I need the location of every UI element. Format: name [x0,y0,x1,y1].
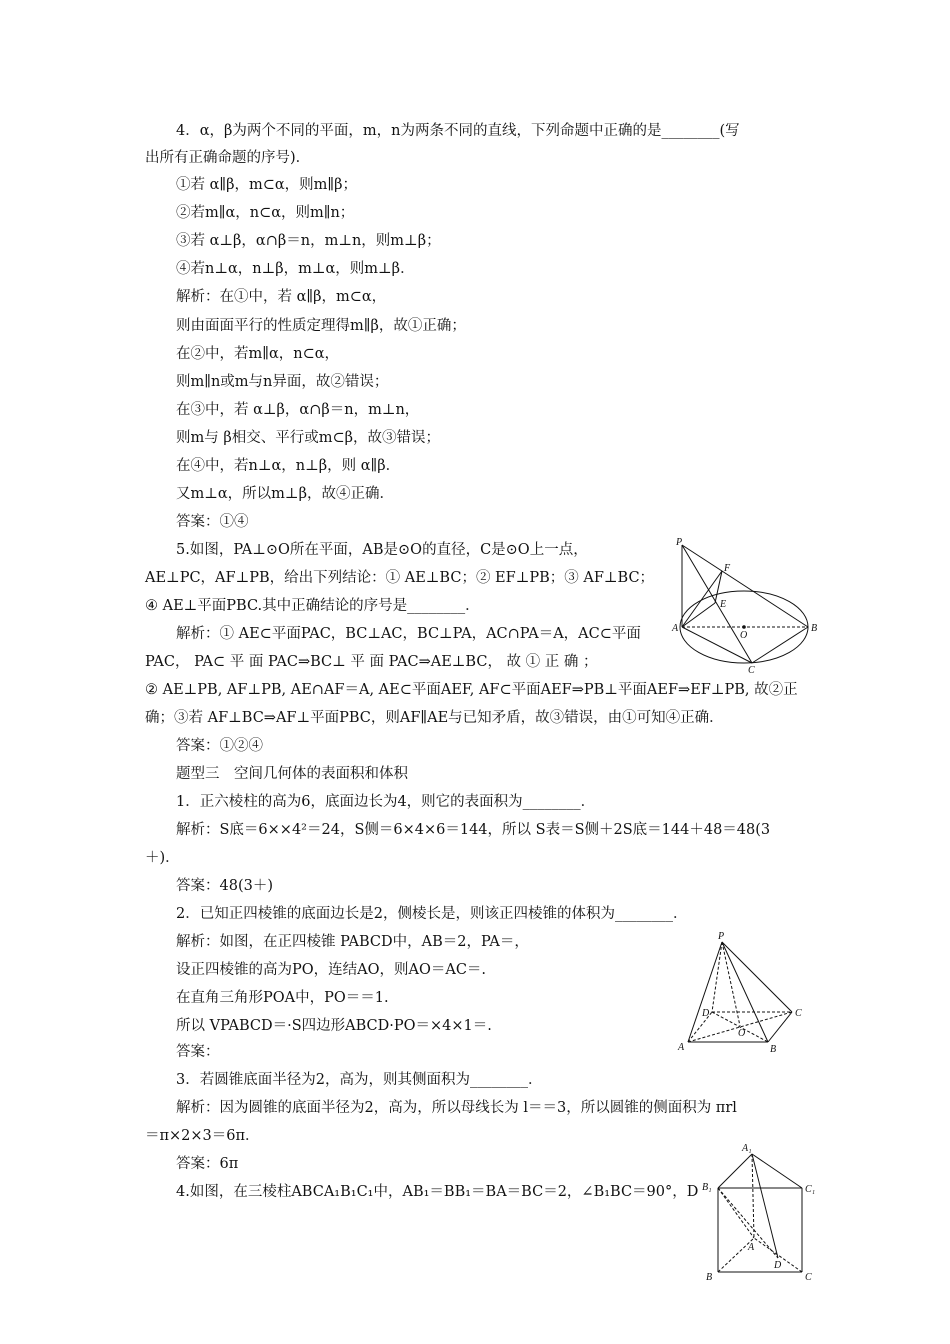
label-d: D [774,1260,782,1271]
analysis-line: 则m∥n或m与n异面，故②错误； [176,374,389,390]
figure-triangular-prism [700,1140,828,1288]
analysis-line: 在③中，若 α⊥β，α∩β＝n，m⊥n， [176,402,420,418]
answer-line: 答案：48(3＋) [176,878,273,894]
analysis-line: ＋)． [145,850,180,866]
label-c: C [748,665,755,675]
question-5-stem: 5.如图，PA⊥⊙O所在平面，AB是⊙O的直径，C是⊙O上一点， [176,542,588,558]
analysis-line: 所以 VPABCD＝·S四边形ABCD·PO＝×4×1＝. [176,1018,492,1034]
question-3-stem: 3．若圆锥底面半径为2，高为，则其侧面积为________． [176,1072,543,1088]
analysis-line: 在②中，若m∥α，n⊂α， [176,346,340,362]
question-4-stem: 4．α，β为两个不同的平面，m，n为两条不同的直线，下列命题中正确的是________(写 [176,123,740,139]
label-p: P [718,931,725,942]
analysis-line: 则m与 β相交、平行或m⊂β，故③错误； [176,430,441,446]
analysis-line: 则由面面平行的性质定理得m∥β，故①正确； [176,318,466,334]
answer-line: 答案： [176,1044,220,1060]
analysis-line: 确；③若 AF⊥BC⇒AF⊥平面PBC，则AF∥AE与已知矛盾，故③错误，由①可知④正确． [145,710,724,726]
answer-line: 答案：①②④ [176,738,263,754]
question-1-stem: 1．正六棱柱的高为6，底面边长为4，则它的表面积为________． [176,794,596,810]
label-b: B [706,1272,713,1283]
label-c1: C₁ [805,1184,816,1195]
label-b: B [811,623,818,634]
label-e: E [720,599,727,610]
analysis-line: 在④中，若n⊥α，n⊥β，则 α∥β． [176,458,401,474]
label-c: C [795,1008,802,1019]
label-o: O [740,630,748,641]
answer-line: 答案：6π [176,1156,239,1172]
label-d: D [702,1008,710,1019]
analysis-line: ② AE⊥PB, AF⊥PB, AE∩AF＝A, AE⊂平面AEF, AF⊂平面AEF⇒PB⊥平面AEF⇒EF⊥PB, 故②正 [145,682,798,698]
analysis-line: 解析：在①中，若 α∥β，m⊂α， [176,289,387,305]
question-2-stem: 2．已知正四棱锥的底面边长是2，侧棱长是，则该正四棱锥的体积为________． [176,906,688,922]
label-c: C [805,1272,812,1283]
analysis-line: 在直角三角形POA中，PO＝＝1. [176,990,389,1006]
question-4-stem-cont: 出所有正确命题的序号)． [145,150,311,166]
analysis-line: 解析：① AE⊂平面PAC，BC⊥AC，BC⊥PA，AC∩PA＝A，AC⊂平面 [176,626,641,642]
analysis-line: 解析：如图，在正四棱锥 PABCD中，AB＝2，PA＝， [176,934,529,950]
label-a1: A₁ [742,1143,752,1154]
figure-circle-pyramid [670,535,830,675]
answer-line: 答案：①④ [176,514,249,530]
analysis-line: ＝π×2×3＝6π． [145,1128,260,1144]
analysis-line: 解析：因为圆锥的底面半径为2，高为，所以母线长为 l＝＝3，所以圆锥的侧面积为 πrl [176,1100,737,1116]
proposition-1: ①若 α∥β，m⊂α，则m∥β； [176,177,358,193]
label-a: A [748,1242,755,1253]
label-p: P [676,537,683,548]
proposition-3: ③若 α⊥β，α∩β＝n，m⊥n，则m⊥β； [176,233,441,249]
figure-square-pyramid [676,928,816,1056]
section-heading: 题型三 空间几何体的表面积和体积 [176,766,408,782]
label-f: F [724,563,731,574]
label-b1: B₁ [702,1182,712,1193]
proposition-4: ④若n⊥α，n⊥β，m⊥α，则m⊥β． [176,261,415,277]
analysis-line: 解析：S底＝6××4²＝24，S侧＝6×4×6＝144，所以 S表＝S侧＋2S底＝144＋48＝48(3 [176,822,771,838]
question-4b-stem: 4.如图，在三棱柱ABCA₁B₁C₁中，AB₁＝BB₁＝BA＝BC＝2，∠B₁BC＝90°，D [176,1184,699,1200]
proposition-2: ②若m∥α，n⊂α，则m∥n； [176,205,355,221]
label-b: B [770,1044,777,1055]
label-o: O [738,1028,746,1039]
analysis-line: PAC， PA⊂ 平 面 PAC⇒BC⊥ 平 面 PAC⇒AE⊥BC， 故 ① 正 确 ； [145,654,598,670]
question-5-stem-cont: AE⊥PC，AF⊥PB，给出下列结论：① AE⊥BC；② EF⊥PB；③ AF⊥BC； [145,570,655,586]
analysis-line: 又m⊥α，所以m⊥β，故④正确． [176,486,394,502]
label-a: A [678,1042,685,1053]
question-5-stem-cont: ④ AE⊥平面PBC.其中正确结论的序号是________． [145,598,480,614]
analysis-line: 设正四棱锥的高为PO，连结AO，则AO＝AC＝. [176,962,487,978]
label-a: A [672,623,679,634]
